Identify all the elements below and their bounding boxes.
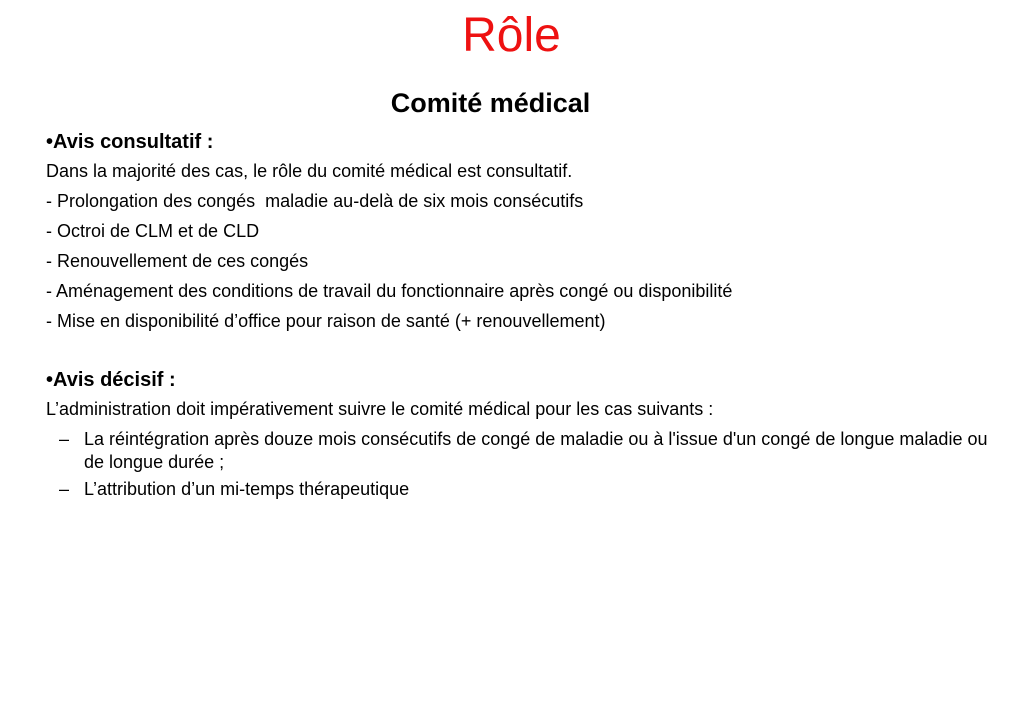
dash-bullet: – <box>59 479 70 499</box>
avis-decisif-heading: •Avis décisif : <box>46 369 176 391</box>
decisif-item-text: La réintégration après douze mois consécutifs de congé de maladie ou à l'issue d'un congé de longue maladie ou de longue durée ; <box>84 429 988 472</box>
avis-consultatif-heading: •Avis consultatif : <box>46 131 214 153</box>
consultatif-item: - Aménagement des conditions de travail du fonctionnaire après congé ou disponibilité <box>46 281 733 301</box>
dash-bullet: – <box>59 429 70 449</box>
avis-consultatif-intro: Dans la majorité des cas, le rôle du comité médical est consultatif. <box>46 161 573 181</box>
decisif-item-text: L’attribution d’un mi-temps thérapeutique <box>84 479 410 499</box>
slide-body <box>46 128 996 501</box>
decisif-item <box>46 478 996 501</box>
slide-subtitle: Comité médical <box>390 88 591 118</box>
consultatif-item: - Prolongation des congés maladie au-delà de six mois consécutifs <box>46 191 584 211</box>
section-spacer <box>46 336 996 366</box>
slide-title: Rôle <box>462 9 561 62</box>
consultatif-item: - Mise en disponibilité d’office pour raison de santé (+ renouvellement) <box>46 311 606 331</box>
consultatif-item: - Octroi de CLM et de CLD <box>46 221 260 241</box>
consultatif-item: - Renouvellement de ces congés <box>46 251 309 271</box>
avis-decisif-intro: L’administration doit impérativement suivre le comité médical pour les cas suivants : <box>46 399 714 419</box>
decisif-item <box>46 428 996 474</box>
